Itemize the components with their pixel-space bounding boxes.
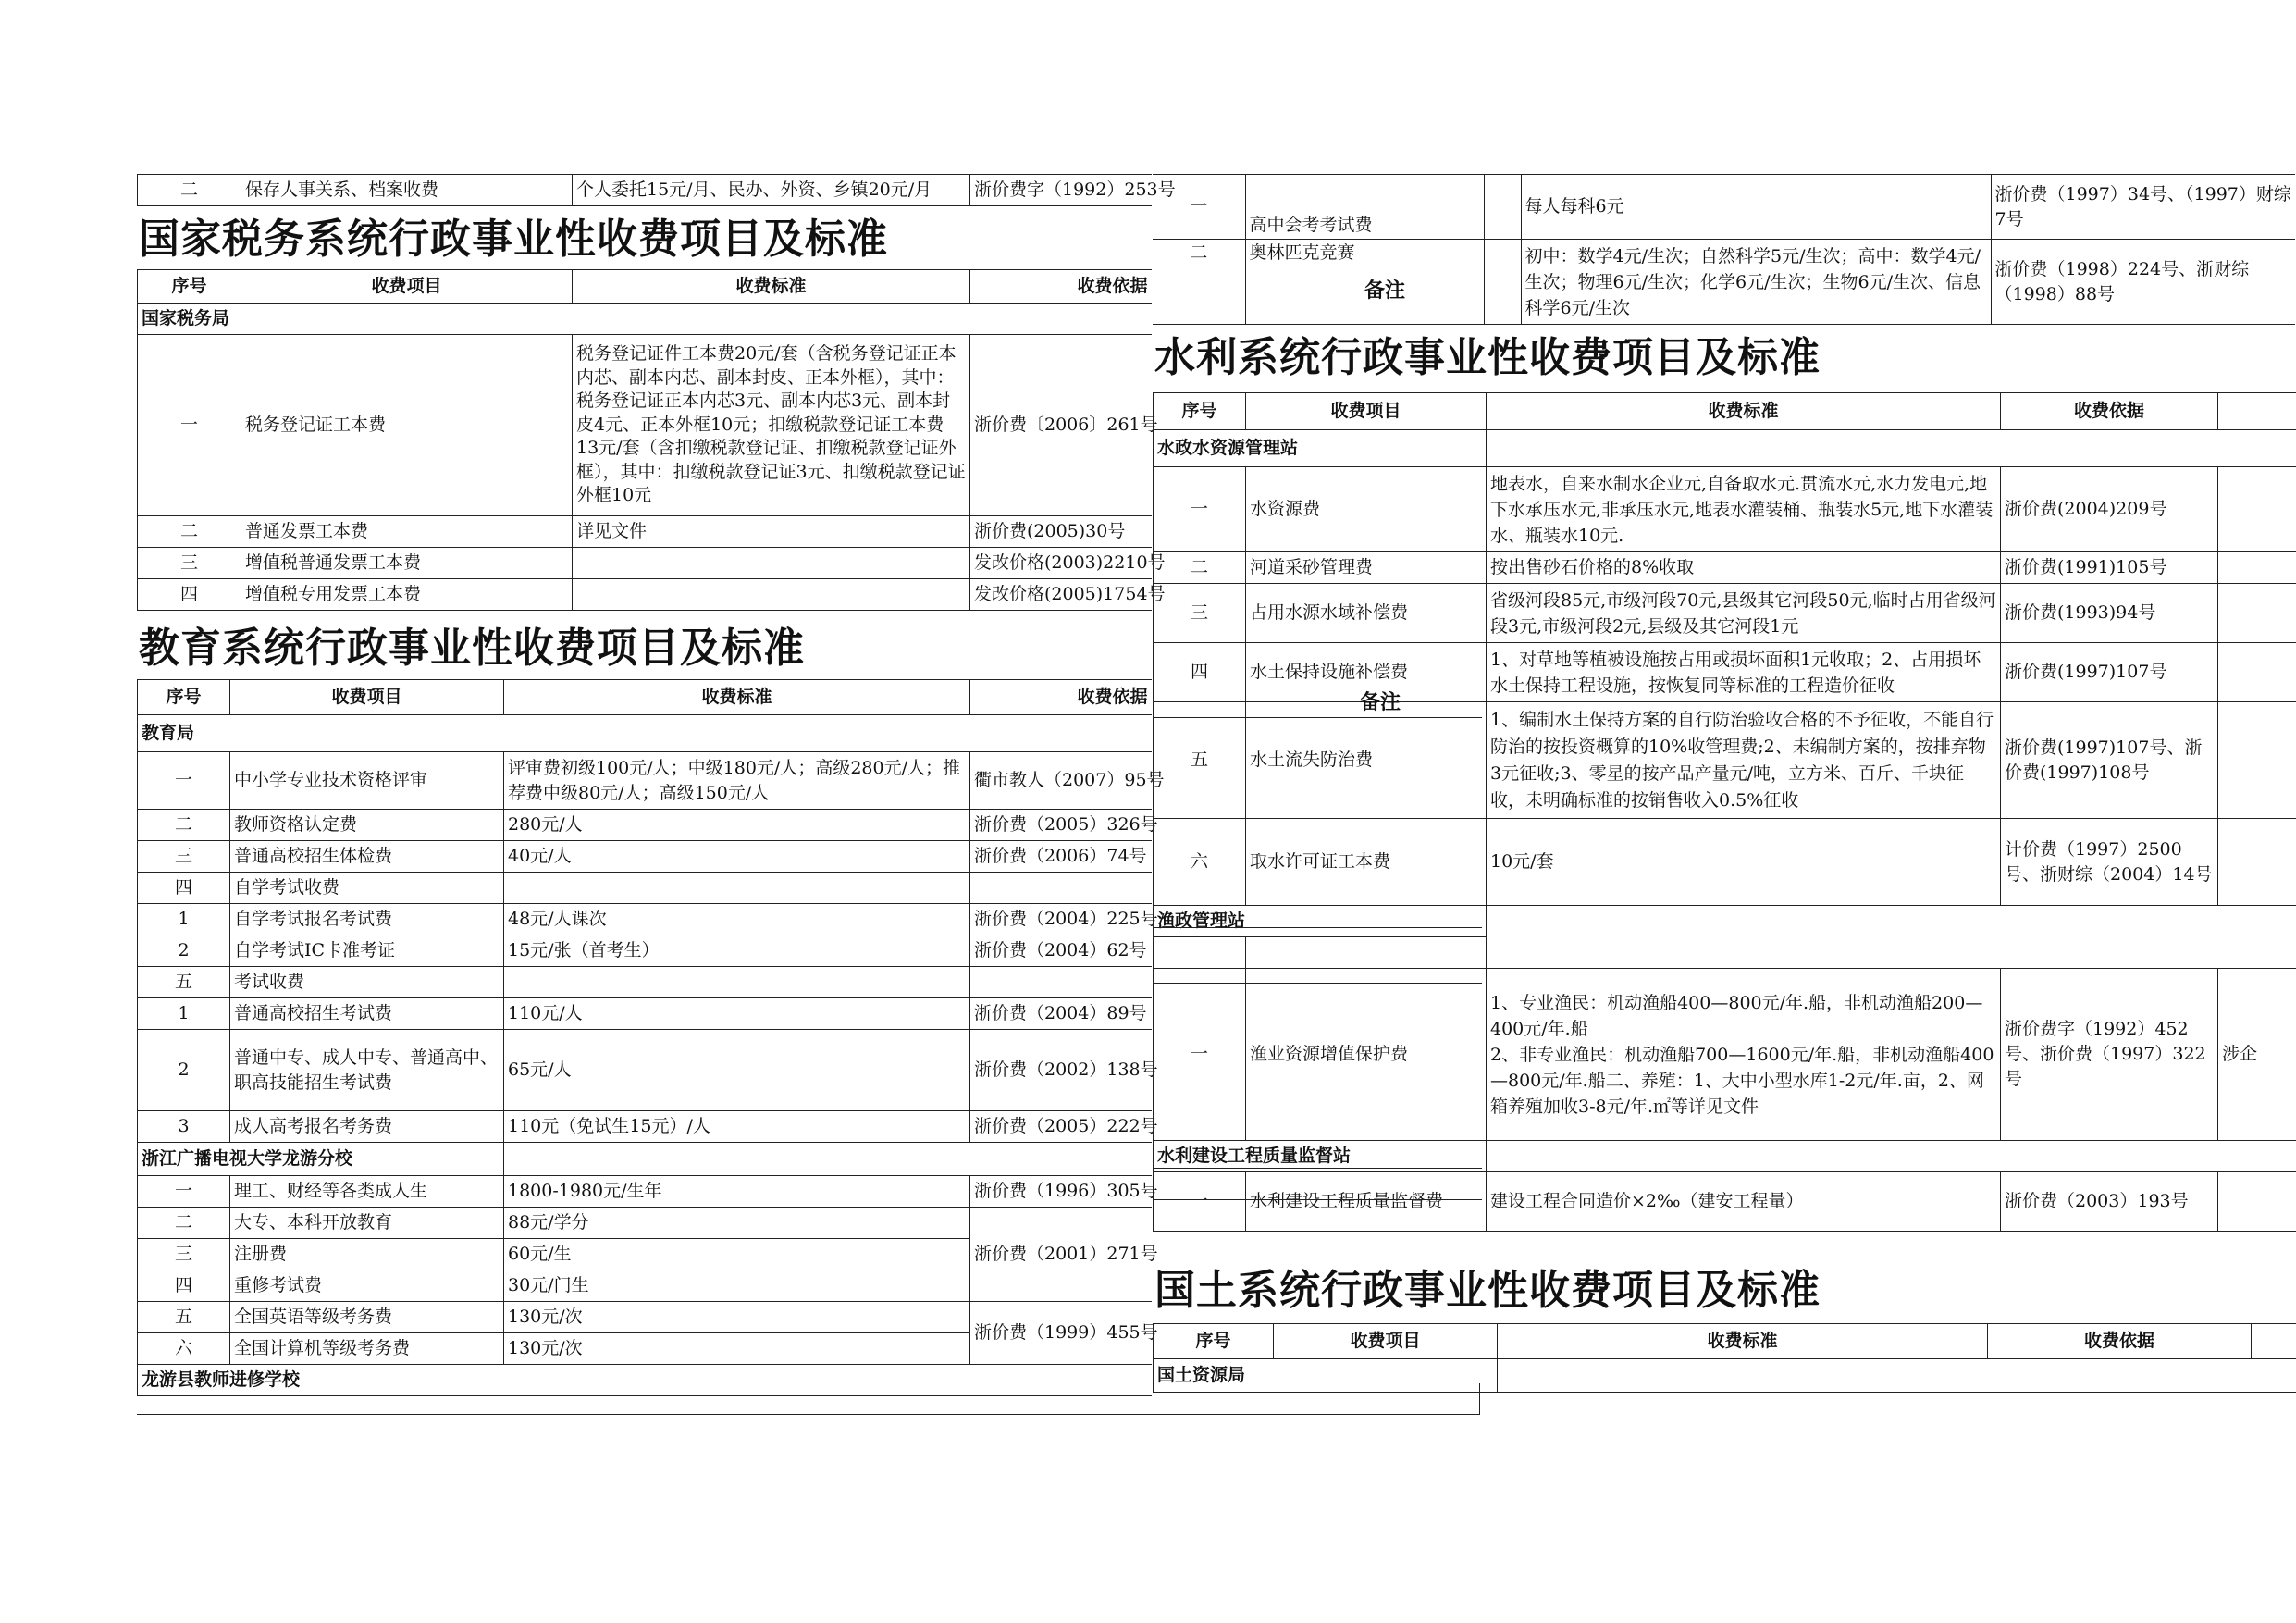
- header-remark-clipped: [2218, 393, 2296, 430]
- spacer-cell: [1484, 240, 1521, 325]
- row-number: 四: [1154, 643, 1246, 702]
- row-number: 二: [138, 175, 241, 206]
- header-basis: 收费依据: [970, 680, 1152, 715]
- remark-cell: [2218, 1172, 2296, 1232]
- empty-cell: [1487, 1141, 2296, 1172]
- row-number: 五: [1154, 702, 1246, 819]
- group-label: 国家税务局: [138, 304, 1152, 335]
- fee-standard: 省级河段85元,市级河段70元,县级其它河段50元,临时占用省级河段3元,市级河段2元,县级及其它河段1元: [1487, 584, 2001, 643]
- fee-item: 水利建设工程质量监督费: [1246, 1172, 1487, 1232]
- fee-standard: 评审费初级100元/人；中级180元/人；高级280元/人；推荐费中级80元/人；高级150元/人: [504, 752, 970, 810]
- row-number: 二: [138, 516, 241, 548]
- row-number: 三: [138, 1239, 230, 1270]
- fee-item: 税务登记证工本费: [241, 335, 573, 516]
- row-number: 四: [138, 1270, 230, 1302]
- fee-standard: 每人每科6元: [1521, 175, 1991, 240]
- overlap-rule: [1153, 1168, 1482, 1169]
- fee-item: 自学考试IC卡准考证: [230, 935, 504, 967]
- top-left-row-table: [137, 174, 1176, 206]
- table-row: [138, 904, 1152, 935]
- edu-table-bottom-rule: [137, 1414, 1480, 1415]
- table-row: [1154, 702, 2296, 819]
- fee-standard: 详见文件: [573, 516, 970, 548]
- fee-item: 占用水源水域补偿费: [1246, 584, 1487, 643]
- education-fee-table: [137, 679, 1165, 1396]
- header-item: 收费项目: [1246, 393, 1487, 430]
- fee-item: 全国计算机等级考务费: [230, 1333, 504, 1365]
- fee-basis: 浙价费（1998）224号、浙财综（1998）88号: [1991, 240, 2295, 325]
- table-row: [138, 548, 1152, 579]
- header-seq: 序号: [1154, 393, 1246, 430]
- table-row: [138, 579, 1152, 611]
- row-number: 1: [138, 904, 230, 935]
- row-number: 一: [1154, 1172, 1246, 1232]
- table-row: [138, 175, 1152, 206]
- fee-basis: 浙价费字（1992）452号、浙价费（1997）322号: [2001, 969, 2218, 1141]
- row-number: 二: [138, 1208, 230, 1239]
- group-row: [138, 715, 1152, 752]
- table-row: [1154, 969, 2296, 1141]
- group-row: [138, 304, 1152, 335]
- fee-item: 普通高校招生体检费: [230, 841, 504, 873]
- remark-header-overlap: 备注: [1364, 279, 1406, 303]
- fee-standard: [504, 873, 970, 904]
- fee-basis: 浙价费（1997）34号、（1997）财综7号: [1991, 175, 2295, 240]
- table-row: [1154, 1172, 2296, 1232]
- header-seq: 序号: [138, 270, 241, 304]
- fee-standard: 1、对草地等植被设施按占用或损坏面积1元收取；2、占用损坏水土保持工程设施，按恢复同等标准的工程造价征收: [1487, 643, 2001, 702]
- fee-standard: 280元/人: [504, 810, 970, 841]
- group-label: 水政水资源管理站: [1154, 430, 1487, 467]
- fee-item: 考试收费: [230, 967, 504, 998]
- empty-cell: [1498, 1359, 2296, 1393]
- table-row: [138, 841, 1152, 873]
- fee-item: 高中会考考试费: [1245, 175, 1484, 240]
- header-basis: 收费依据: [1988, 1324, 2252, 1359]
- row-number: 一: [1154, 969, 1246, 1141]
- fee-standard: 60元/生: [504, 1239, 970, 1270]
- fee-item: 理工、财经等各类成人生: [230, 1176, 504, 1208]
- water-fee-table: [1153, 392, 2296, 1232]
- fee-item: 保存人事关系、档案收费: [241, 175, 573, 206]
- empty-cell: [1487, 906, 2296, 937]
- tax-fee-table: [137, 269, 1166, 611]
- fee-standard: 地表水，自来水制水企业元,自备取水元.贯流水元,水力发电元,地下水承压水元,非承压水元,地表水灌装桶、瓶装水5元,地下水灌装水、瓶装水10元.: [1487, 467, 2001, 552]
- fee-item: 渔业资源增值保护费: [1246, 969, 1487, 1141]
- header-standard: 收费标准: [573, 270, 970, 304]
- table-row: [138, 752, 1152, 810]
- row-number: 三: [138, 841, 230, 873]
- fee-basis: 浙价费字（1992）253号: [970, 175, 1152, 206]
- header-standard: 收费标准: [1487, 393, 2001, 430]
- fee-standard: 110元（免试生15元）/人: [504, 1111, 970, 1143]
- table-header-row: [138, 270, 1152, 304]
- remark-cell: 涉企: [2218, 969, 2296, 1141]
- table-row: [138, 1208, 1152, 1239]
- row-number: 六: [138, 1333, 230, 1365]
- fee-standard: 130元/次: [504, 1333, 970, 1365]
- fee-item: 奥林匹克竞赛: [1245, 240, 1484, 325]
- remark-cell: [2218, 819, 2296, 906]
- remark-cell: [2218, 584, 2296, 643]
- fee-item: 自学考试报名考试费: [230, 904, 504, 935]
- fee-item: 重修考试费: [230, 1270, 504, 1302]
- fee-standard: 建设工程合同造价×2‰（建安工程量）: [1487, 1172, 2001, 1232]
- fee-standard: 15元/张（首考生）: [504, 935, 970, 967]
- overlap-rule: [1153, 717, 1482, 718]
- fee-basis: 浙价费（2004）62号: [970, 935, 1152, 967]
- fee-item: 教师资格认定费: [230, 810, 504, 841]
- fee-item: 增值税专用发票工本费: [241, 579, 573, 611]
- row-number: 一: [138, 335, 241, 516]
- fee-basis: 浙价费(1997)107号: [2001, 643, 2218, 702]
- empty-cell: [1487, 430, 2296, 467]
- group-label: 浙江广播电视大学龙游分校: [138, 1143, 504, 1176]
- tax-section-title: 国家税务系统行政事业性收费项目及标准: [139, 216, 888, 263]
- header-seq: 序号: [1154, 1324, 1274, 1359]
- fee-standard: 个人委托15元/月、民办、外资、乡镇20元/月: [573, 175, 970, 206]
- fee-basis: 浙价费（2005）326号: [970, 810, 1152, 841]
- row-number: 六: [1154, 819, 1246, 906]
- header-standard: 收费标准: [1498, 1324, 1988, 1359]
- fee-item: 河道采砂管理费: [1246, 552, 1487, 584]
- row-number: 四: [138, 873, 230, 904]
- fee-basis: 浙价费〔2006〕261号: [970, 335, 1152, 516]
- group-row: [1154, 430, 2296, 467]
- row-number: 三: [138, 548, 241, 579]
- fee-basis: 浙价费(1991)105号: [2001, 552, 2218, 584]
- table-row: [138, 810, 1152, 841]
- row-number: 五: [138, 967, 230, 998]
- fee-basis: [970, 873, 1152, 904]
- fee-item: 水资源费: [1246, 467, 1487, 552]
- fee-item: 普通发票工本费: [241, 516, 573, 548]
- group-label: 国土资源局: [1154, 1359, 1498, 1393]
- fee-standard: 30元/门生: [504, 1270, 970, 1302]
- header-remark-clipped: [2252, 1324, 2296, 1359]
- remark-header-overlap: 备注: [1360, 691, 1401, 714]
- group-label: 水利建设工程质量监督站: [1154, 1141, 1487, 1172]
- top-right-table: [1153, 174, 2295, 325]
- header-item: 收费项目: [230, 680, 504, 715]
- table-row: [138, 1302, 1152, 1333]
- fee-standard: 按出售砂石价格的8%收取: [1487, 552, 2001, 584]
- fee-item: 大专、本科开放教育: [230, 1208, 504, 1239]
- row-number: 1: [138, 998, 230, 1030]
- group-row: [1154, 1359, 2296, 1393]
- fee-basis: 浙价费（2004）225号: [970, 904, 1152, 935]
- row-number: 二: [1154, 552, 1246, 584]
- land-fee-table: [1153, 1323, 2296, 1393]
- header-item: 收费项目: [1274, 1324, 1498, 1359]
- fee-item: 增值税普通发票工本费: [241, 548, 573, 579]
- fee-basis: 浙价费（2003）193号: [2001, 1172, 2218, 1232]
- fee-basis: 衢市教人（2007）95号: [970, 752, 1152, 810]
- table-row: [138, 998, 1152, 1030]
- fee-basis: [970, 967, 1152, 998]
- land-section-title: 国土系统行政事业性收费项目及标准: [1154, 1267, 1821, 1314]
- table-header-row: [1154, 1324, 2296, 1359]
- fee-basis: 发改价格(2005)1754号: [970, 579, 1152, 611]
- table-row: [1153, 175, 2295, 240]
- spacer-cell: [1484, 175, 1521, 240]
- empty-cell: [504, 1143, 1152, 1176]
- header-basis: 收费依据: [2001, 393, 2218, 430]
- remark-cell: [2218, 552, 2296, 584]
- fee-item: 普通高校招生考试费: [230, 998, 504, 1030]
- fee-basis: 发改价格(2003)2210号: [970, 548, 1152, 579]
- fee-standard: 1800-1980元/生年: [504, 1176, 970, 1208]
- remark-cell: [2218, 467, 2296, 552]
- fee-standard: 40元/人: [504, 841, 970, 873]
- table-row: [138, 935, 1152, 967]
- row-number: 一: [1154, 467, 1246, 552]
- header-item: 收费项目: [241, 270, 573, 304]
- row-number: 三: [1154, 584, 1246, 643]
- fee-standard: 110元/人: [504, 998, 970, 1030]
- fee-basis: 计价费（1997）2500号、浙财综（2004）14号: [2001, 819, 2218, 906]
- row-number: 二: [1153, 240, 1245, 325]
- fee-basis: 浙价费(2004)209号: [2001, 467, 2218, 552]
- row-number: 一: [1153, 175, 1245, 240]
- fee-item: 成人高考报名考务费: [230, 1111, 504, 1143]
- row-number: 四: [138, 579, 241, 611]
- fee-basis: 浙价费（2004）89号: [970, 998, 1152, 1030]
- table-row: [1154, 643, 2296, 702]
- fee-basis-merged: 浙价费（2001）271号: [970, 1208, 1152, 1302]
- row-number: 一: [138, 752, 230, 810]
- fee-item: 水土流失防治费: [1246, 702, 1487, 819]
- remark-cell: [2218, 702, 2296, 819]
- fee-basis: 浙价费（2002）138号: [970, 1030, 1152, 1111]
- fee-item: 自学考试收费: [230, 873, 504, 904]
- overlap-rule: [1153, 927, 1482, 928]
- group-label: 渔政管理站: [1154, 906, 1487, 937]
- empty-cell: [1487, 937, 2296, 969]
- row-number: 2: [138, 1030, 230, 1111]
- table-row: [138, 1176, 1152, 1208]
- header-basis: 收费依据: [970, 270, 1152, 304]
- fee-basis: 浙价费（2006）74号: [970, 841, 1152, 873]
- fee-standard: 65元/人: [504, 1030, 970, 1111]
- table-row: [1154, 937, 2296, 969]
- table-row: [1154, 584, 2296, 643]
- table-header-row: [138, 680, 1152, 715]
- table-row: [138, 1111, 1152, 1143]
- fee-standard: 88元/学分: [504, 1208, 970, 1239]
- fee-basis: 浙价费（1996）305号: [970, 1176, 1152, 1208]
- fee-basis: 浙价费(1993)94号: [2001, 584, 2218, 643]
- overlap-rule: [1153, 983, 1482, 984]
- fee-item: 水土保持设施补偿费: [1246, 643, 1487, 702]
- water-section-title: 水利系统行政事业性收费项目及标准: [1154, 334, 1821, 381]
- row-number: 2: [138, 935, 230, 967]
- overlap-rule: [1153, 1199, 1482, 1200]
- fee-standard: [573, 579, 970, 611]
- fee-item: 全国英语等级考务费: [230, 1302, 504, 1333]
- row-number: 五: [138, 1302, 230, 1333]
- table-row: [1154, 467, 2296, 552]
- table-row: [1153, 240, 2295, 325]
- header-seq: 序号: [138, 680, 230, 715]
- fee-item: 取水许可证工本费: [1246, 819, 1487, 906]
- empty-cell: [1246, 937, 1487, 969]
- remark-cell: [2218, 643, 2296, 702]
- row-number: 一: [138, 1176, 230, 1208]
- row-number: 二: [138, 810, 230, 841]
- table-header-row: [1154, 393, 2296, 430]
- fee-standard: [504, 967, 970, 998]
- group-row: [138, 1143, 1152, 1176]
- row-number: 3: [138, 1111, 230, 1143]
- fee-standard: 48元/人课次: [504, 904, 970, 935]
- group-label: 龙游县教师进修学校: [138, 1365, 1152, 1396]
- fee-standard: 1、编制水土保持方案的自行防治验收合格的不予征收，不能自行防治的按投资概算的10%收管理费;2、未编制方案的，按排弃物3元征收;3、零星的按产品产量元/吨，立方米、百斤、千块征收，未明确标准的按销售收入0.5%征收: [1487, 702, 2001, 819]
- fee-basis-merged: 浙价费（1999）455号: [970, 1302, 1152, 1365]
- table-row: [1154, 552, 2296, 584]
- fee-standard: 初中：数学4元/生次；自然科学5元/生次；高中：数学4元/生次；物理6元/生次；化学6元/生次；生物6元/生次、信息科学6元/生次: [1521, 240, 1991, 325]
- fee-standard: [573, 548, 970, 579]
- group-row: [1154, 906, 2296, 937]
- fee-standard: 130元/次: [504, 1302, 970, 1333]
- fee-item: 普通中专、成人中专、普通高中、职高技能招生考试费: [230, 1030, 504, 1111]
- fee-standard: 税务登记证件工本费20元/套（含税务登记证正本内芯、副本内芯、副本封皮、正本外框），其中：税务登记证正本内芯3元、副本内芯3元、副本封皮4元、正本外框10元；扣缴税款登记证工本费13元/套（含扣缴税款登记证、扣缴税款登记证外框），其中：扣缴税款登记证3元、扣缴税款登记证外框10元: [573, 335, 970, 516]
- fee-item: 中小学专业技术资格评审: [230, 752, 504, 810]
- table-row: [1154, 819, 2296, 906]
- table-row: [138, 516, 1152, 548]
- fee-standard: 10元/套: [1487, 819, 2001, 906]
- empty-cell: [1154, 937, 1246, 969]
- group-row: [138, 1365, 1152, 1396]
- table-row: [138, 335, 1152, 516]
- table-row: [138, 1030, 1152, 1111]
- education-section-title: 教育系统行政事业性收费项目及标准: [139, 625, 805, 672]
- table-row: [138, 873, 1152, 904]
- fee-item: 注册费: [230, 1239, 504, 1270]
- fee-basis: 浙价费(2005)30号: [970, 516, 1152, 548]
- table-row: [138, 967, 1152, 998]
- group-label: 教育局: [138, 715, 1152, 752]
- header-standard: 收费标准: [504, 680, 970, 715]
- fee-standard: 1、专业渔民：机动渔船400—800元/年.船，非机动渔船200—400元/年.船 2、非专业渔民：机动渔船700—1600元/年.船，非机动渔船400—800元/年.船二、养殖：1、大中小型水库1-2元/年.亩，2、网箱养殖加收3-8元/年.㎡等详见文件: [1487, 969, 2001, 1141]
- fee-basis: 浙价费（2005）222号: [970, 1111, 1152, 1143]
- fee-basis: 浙价费(1997)107号、浙价费(1997)108号: [2001, 702, 2218, 819]
